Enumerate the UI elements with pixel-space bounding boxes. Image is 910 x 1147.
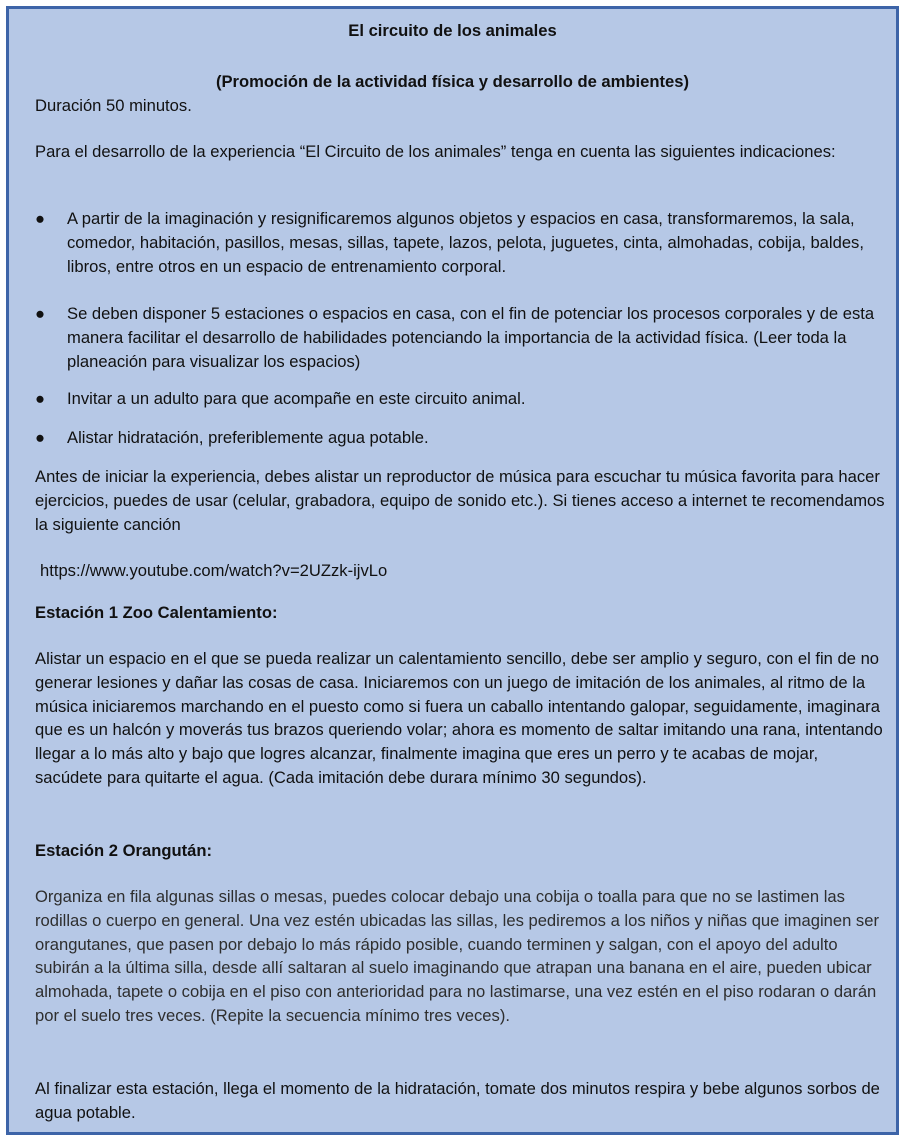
document-frame <box>6 6 899 1135</box>
station2-body: Organiza en fila algunas sillas o mesas, puedes colocar debajo una cobija o toalla para que no se lastimen las rodillas o cuerpo en general. Una vez estén ubicadas las sillas, les pediremos a los niños y niñas que imaginen ser orangutanes, que pasen por debajo lo más rápido posible, cuando terminen y salgan, con el apoyo del adulto subirán a la última silla, desde allí saltaran al suelo imaginando que atrapan una banana en el aire, pueden ubicar almohada, tapete o cobija en el piso con anterioridad para no lastimarse, una vez estén en el piso rodaran o darán por el suelo tres veces. (Repite la secuencia mínimo tres veces). <box>35 887 879 1025</box>
list-item-text: Alistar hidratación, preferiblemente agua potable. <box>67 428 429 447</box>
station2-heading: Estación 2 Orangután: <box>35 841 213 860</box>
station1-body: Alistar un espacio en el que se pueda realizar un calentamiento sencillo, debe ser amplio y seguro, con el fin de no generar lesiones y dañar las cosas de casa. Iniciaremos con un juego de imitación de los animales, al ritmo de la música iniciaremos marchando en el puesto como si fuera un caballo intentando galopar, seguidamente, imaginara que es un halcón y moverás tus brazos queriendo volar; ahora es momento de saltar imitando una rana, intentando llegar a lo más alto y bajo que logres alcanzar, finalmente imagina que eres un perro y te acabas de mojar, sacúdete para quitarte el agua. (Cada imitación debe durara mínimo 30 segundos). <box>35 649 883 787</box>
station1-heading: Estación 1 Zoo Calentamiento: <box>35 603 278 622</box>
station2-closing: Al finalizar esta estación, llega el momento de la hidratación, tomate dos minutos respira y bebe algunos sorbos de agua potable. <box>35 1079 880 1122</box>
bullet-icon: ● <box>35 209 46 228</box>
list-item-text: A partir de la imaginación y resignificaremos algunos objetos y espacios en casa, transformaremos, la sala, comedor, habitación, pasillos, mesas, sillas, tapete, lazos, pelota, juguetes, cinta, almohadas, cobija, baldes, libros, entre otros en un espacio de entrenamiento corporal. <box>67 209 864 276</box>
duration-text: Duración 50 minutos. <box>35 96 192 115</box>
document-title: El circuito de los animales <box>348 21 557 40</box>
list-item-text: Invitar a un adulto para que acompañe en este circuito animal. <box>67 389 526 408</box>
list-item-text: Se deben disponer 5 estaciones o espacios en casa, con el fin de potenciar los procesos corporales y de esta manera facilitar el desarrollo de habilidades potenciando la importancia de la actividad física. (Leer toda la planeación para visualizar los espacios) <box>67 304 875 371</box>
intro-paragraph: Para el desarrollo de la experiencia “El Circuito de los animales” tenga en cuenta las siguientes indicaciones: <box>35 142 836 161</box>
before-start-paragraph: Antes de iniciar la experiencia, debes alistar un reproductor de música para escuchar tu música favorita para hacer ejercicios, puedes de usar (celular, grabadora, equipo de sonido etc.). Si tienes acceso a internet te recomendamos la siguiente canción <box>35 467 885 534</box>
bullet-icon: ● <box>35 428 46 447</box>
song-link[interactable]: https://www.youtube.com/watch?v=2UZzk-ijvLo <box>40 561 388 580</box>
document-content <box>9 9 896 1132</box>
bullet-icon: ● <box>35 304 46 323</box>
bullet-icon: ● <box>35 389 46 408</box>
document-subtitle: (Promoción de la actividad física y desarrollo de ambientes) <box>215 72 690 91</box>
